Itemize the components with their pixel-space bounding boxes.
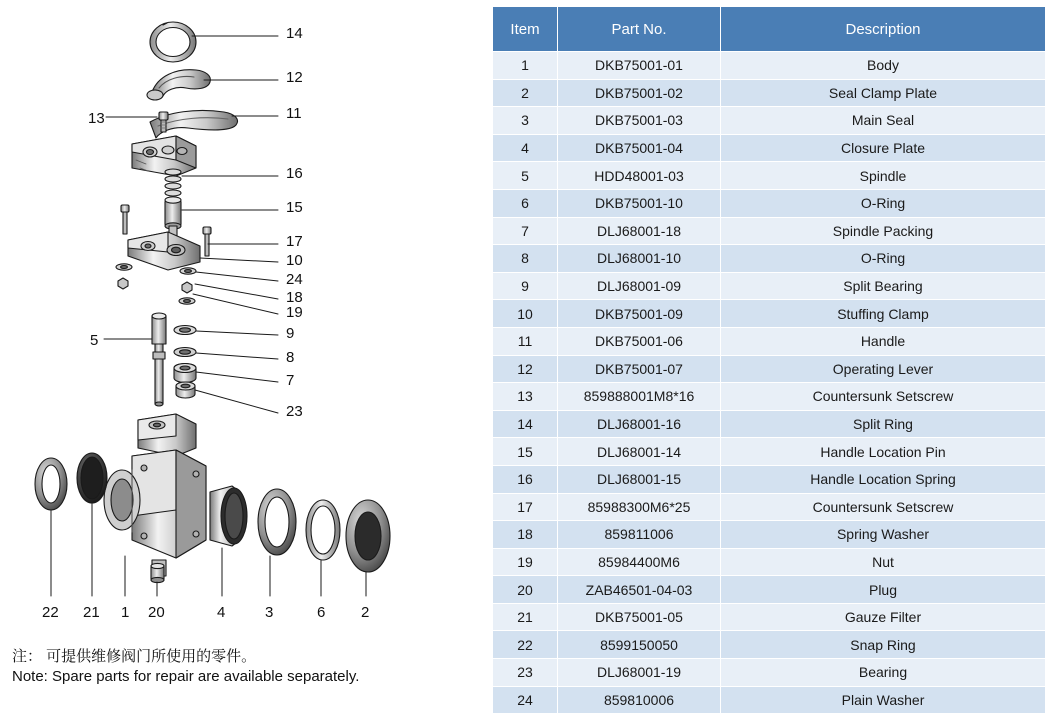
table-row xyxy=(493,79,1046,107)
part-2-seal-clamp-plate xyxy=(346,500,390,572)
cell-item: 8 xyxy=(493,245,558,273)
table-row xyxy=(493,465,1046,493)
cell-item: 16 xyxy=(493,465,558,493)
cell-item: 24 xyxy=(493,686,558,714)
cell-item: 14 xyxy=(493,410,558,438)
cell-part-no: DLJ68001-15 xyxy=(558,465,721,493)
cell-item: 19 xyxy=(493,548,558,576)
cell-item: 10 xyxy=(493,300,558,328)
cell-description: Handle Location Pin xyxy=(721,438,1046,466)
cell-item: 18 xyxy=(493,521,558,549)
cell-item: 2 xyxy=(493,79,558,107)
table-row xyxy=(493,300,1046,328)
cell-part-no: DKB75001-01 xyxy=(558,52,721,80)
part-7-spindle-packing xyxy=(174,364,196,383)
part-24-plain-washer xyxy=(116,264,132,270)
callout-label-5: 5 xyxy=(90,332,99,349)
table-header-row xyxy=(493,7,1046,52)
callout-label-15: 15 xyxy=(286,199,303,216)
table-row xyxy=(493,245,1046,273)
cell-part-no: DKB75001-03 xyxy=(558,107,721,135)
cell-part-no: HDD48001-03 xyxy=(558,162,721,190)
cell-item: 6 xyxy=(493,189,558,217)
part-18-spring-washer xyxy=(180,268,196,274)
table-row xyxy=(493,493,1046,521)
cell-description: Snap Ring xyxy=(721,631,1046,659)
table-row xyxy=(493,162,1046,190)
cell-description: Nut xyxy=(721,548,1046,576)
handle-bracket xyxy=(132,136,196,176)
cell-part-no: DLJ68001-16 xyxy=(558,410,721,438)
cell-part-no: DLJ68001-14 xyxy=(558,438,721,466)
cell-part-no: DKB75001-05 xyxy=(558,603,721,631)
table-row xyxy=(493,438,1046,466)
table-header xyxy=(493,7,1046,52)
part-19-nut xyxy=(118,278,195,304)
cell-description: Bearing xyxy=(721,659,1046,687)
callout-label-13: 13 xyxy=(88,110,105,127)
table-row xyxy=(493,52,1046,80)
table-row xyxy=(493,659,1046,687)
table-row xyxy=(493,272,1046,300)
cell-description: Gauze Filter xyxy=(721,603,1046,631)
column-header-item: Item xyxy=(493,7,558,52)
callout-label-4: 4 xyxy=(217,604,226,621)
cell-description: O-Ring xyxy=(721,245,1046,273)
cell-part-no: DKB75001-09 xyxy=(558,300,721,328)
cell-part-no: 859888001M8*16 xyxy=(558,383,721,411)
part-8-o-ring xyxy=(174,348,196,357)
cell-item: 4 xyxy=(493,134,558,162)
cell-description: Body xyxy=(721,52,1046,80)
cell-part-no: DKB75001-04 xyxy=(558,134,721,162)
cell-part-no: DLJ68001-18 xyxy=(558,217,721,245)
table-row xyxy=(493,107,1046,135)
callout-label-24: 24 xyxy=(286,271,303,288)
table-row xyxy=(493,189,1046,217)
cell-description: Operating Lever xyxy=(721,355,1046,383)
cell-description: O-Ring xyxy=(721,189,1046,217)
cell-description: Seal Clamp Plate xyxy=(721,79,1046,107)
table-row xyxy=(493,134,1046,162)
cell-description: Closure Plate xyxy=(721,134,1046,162)
callout-label-14: 14 xyxy=(286,25,303,42)
part-16-handle-location-spring xyxy=(165,169,181,196)
table-body xyxy=(493,52,1046,714)
table-row xyxy=(493,355,1046,383)
cell-description: Handle xyxy=(721,327,1046,355)
part-10-stuffing-clamp xyxy=(128,232,200,270)
part-6-o-ring xyxy=(306,500,340,560)
cell-item: 9 xyxy=(493,272,558,300)
cell-item: 13 xyxy=(493,383,558,411)
cell-item: 1 xyxy=(493,52,558,80)
part-23-bearing xyxy=(176,382,195,398)
cell-part-no: 8599150050 xyxy=(558,631,721,659)
cell-item: 7 xyxy=(493,217,558,245)
callout-label-23: 23 xyxy=(286,403,303,420)
cell-part-no: DKB75001-07 xyxy=(558,355,721,383)
cell-description: Main Seal xyxy=(721,107,1046,135)
cell-description: Spindle Packing xyxy=(721,217,1046,245)
table-row xyxy=(493,217,1046,245)
cell-item: 11 xyxy=(493,327,558,355)
table-row xyxy=(493,521,1046,549)
cell-item: 20 xyxy=(493,576,558,604)
cell-part-no: DLJ68001-09 xyxy=(558,272,721,300)
callout-label-11: 11 xyxy=(286,105,302,122)
cell-item: 17 xyxy=(493,493,558,521)
cell-description: Spring Washer xyxy=(721,521,1046,549)
cell-item: 22 xyxy=(493,631,558,659)
table-row xyxy=(493,603,1046,631)
callout-label-1: 1 xyxy=(121,604,130,621)
cell-part-no: 85988300M6*25 xyxy=(558,493,721,521)
table-row xyxy=(493,548,1046,576)
callout-label-21: 21 xyxy=(83,604,100,621)
cell-item: 21 xyxy=(493,603,558,631)
callout-label-10: 10 xyxy=(286,252,303,269)
part-14-split-ring xyxy=(150,22,196,62)
part-9-split-bearing xyxy=(174,326,196,335)
table-row xyxy=(493,327,1046,355)
cell-item: 5 xyxy=(493,162,558,190)
callout-label-3: 3 xyxy=(265,604,274,621)
table-row xyxy=(493,576,1046,604)
cell-description: Countersunk Setscrew xyxy=(721,493,1046,521)
cell-part-no: DLJ68001-10 xyxy=(558,245,721,273)
callout-label-16: 16 xyxy=(286,165,303,182)
callout-label-22: 22 xyxy=(42,604,59,621)
callout-label-17: 17 xyxy=(286,233,303,250)
callout-label-2: 2 xyxy=(361,604,370,621)
cell-description: Plug xyxy=(721,576,1046,604)
cell-description: Countersunk Setscrew xyxy=(721,383,1046,411)
cell-part-no: 859811006 xyxy=(558,521,721,549)
cell-description: Split Bearing xyxy=(721,272,1046,300)
callout-label-8: 8 xyxy=(286,349,295,366)
callout-label-6: 6 xyxy=(317,604,326,621)
parts-list-table xyxy=(492,6,1046,714)
callout-label-9: 9 xyxy=(286,325,295,342)
cell-part-no: DLJ68001-19 xyxy=(558,659,721,687)
part-5-spindle xyxy=(152,313,166,406)
table-row xyxy=(493,410,1046,438)
column-header-description: Description xyxy=(721,7,1046,52)
cell-item: 12 xyxy=(493,355,558,383)
callout-label-20: 20 xyxy=(148,604,165,621)
cell-part-no: 85984400M6 xyxy=(558,548,721,576)
cell-part-no: DKB75001-10 xyxy=(558,189,721,217)
part-1-body xyxy=(104,414,206,576)
part-22-snap-ring xyxy=(35,458,67,510)
table-row xyxy=(493,383,1046,411)
cell-description: Stuffing Clamp xyxy=(721,300,1046,328)
part-3-main-seal xyxy=(258,489,296,555)
cell-part-no: ZAB46501-04-03 xyxy=(558,576,721,604)
callout-label-7: 7 xyxy=(286,372,295,389)
part-12-operating-lever xyxy=(147,70,210,100)
cell-item: 3 xyxy=(493,107,558,135)
note-chinese: 注： 可提供维修阀门所使用的零件。 xyxy=(12,648,257,665)
part-4-closure-plate xyxy=(210,486,247,546)
table-row xyxy=(493,631,1046,659)
cell-description: Split Ring xyxy=(721,410,1046,438)
cell-part-no: 859810006 xyxy=(558,686,721,714)
cell-description: Handle Location Spring xyxy=(721,465,1046,493)
column-header-part-no: Part No. xyxy=(558,7,721,52)
part-20-plug xyxy=(151,563,164,582)
cell-description: Spindle xyxy=(721,162,1046,190)
part-21-gauze-filter xyxy=(77,453,107,503)
callout-label-12: 12 xyxy=(286,69,303,86)
parts-list-table-panel xyxy=(492,6,1036,714)
cell-item: 15 xyxy=(493,438,558,466)
note-english: Note: Spare parts for repair are available separately. xyxy=(12,668,360,685)
callout-label-18: 18 xyxy=(286,289,303,306)
valve-exploded-view xyxy=(0,0,480,700)
callout-label-19: 19 xyxy=(286,304,303,321)
cell-item: 23 xyxy=(493,659,558,687)
cell-part-no: DKB75001-02 xyxy=(558,79,721,107)
cell-part-no: DKB75001-06 xyxy=(558,327,721,355)
cell-description: Plain Washer xyxy=(721,686,1046,714)
